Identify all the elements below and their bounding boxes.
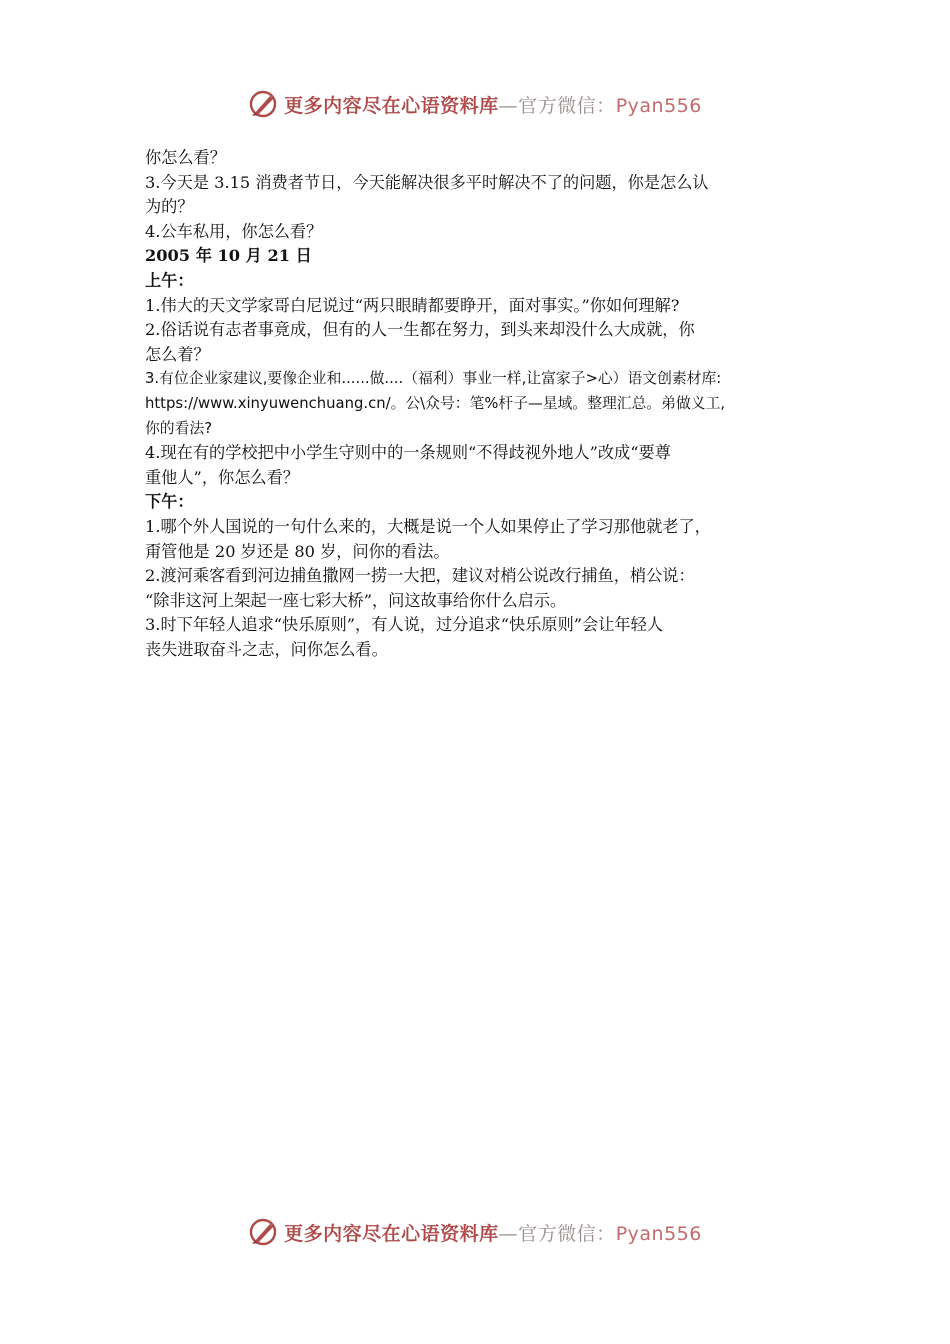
text-line: “除非这河上架起一座七彩大桥”，问这故事给你什么启示。: [145, 590, 567, 610]
text-line: 你的看法?: [145, 419, 213, 437]
text-line: 怎么着？: [145, 344, 210, 364]
banner-text: [284, 1219, 702, 1246]
banner-wechat-id: Pyan556: [615, 94, 702, 117]
banner-text: [284, 91, 702, 118]
text-line: 4.现在有的学校把中小学生守则中的一条规则“不得歧视外地人”改成“要尊: [145, 443, 671, 463]
text-line: 2.俗话说有志者事竟成，但有的人一生都在努力，到头来却没什么大成就，你: [145, 320, 695, 340]
date-heading: 2005 年 10 月 21 日: [145, 246, 312, 266]
text-line: 4.公车私用，你怎么看？: [145, 221, 323, 241]
text-line: 3.今天是 3.15 消费者节日，今天能解决很多平时解决不了的问题，你是怎么认: [145, 172, 709, 192]
text-line: 丧失进取奋斗之志，问你怎么看。: [145, 639, 388, 659]
text-line: 2.渡河乘客看到河边捕鱼撒网一捞一大把，建议对梢公说改行捕鱼，梢公说：: [145, 566, 695, 586]
pen-logo-icon: [248, 89, 278, 119]
section-heading-morning: 上午：: [145, 270, 194, 290]
banner-wechat-label: —官方微信：: [498, 94, 616, 117]
banner-wechat-id: Pyan556: [615, 1222, 702, 1245]
banner-wechat-label: —官方微信：: [498, 1222, 616, 1245]
banner-site-name: 更多内容尽在心语资料库: [284, 94, 499, 117]
text-line: 重他人”，你怎么看？: [145, 467, 299, 487]
header-banner: [0, 84, 950, 124]
text-line: https://www.xinyuwenchuang.cn/。公\众号：笔%杆子—星域。整理汇总。弟做义工,: [145, 394, 726, 412]
text-line: 甭管他是 20 岁还是 80 岁，问你的看法。: [145, 541, 450, 561]
text-line: 3.有位企业家建议,要像企业和......做....（福利）事业一样,让富家子>心）语文创素材库:: [145, 370, 722, 388]
footer-banner: [0, 1212, 950, 1252]
text-line: 1.伟大的天文学家哥白尼说过“两只眼睛都要睁开，面对事实。”你如何理解?: [145, 295, 680, 315]
text-line: 1.哪个外人国说的一句什么来的，大概是说一个人如果停止了学习那他就老了，: [145, 516, 711, 536]
banner-site-name: 更多内容尽在心语资料库: [284, 1222, 499, 1245]
document-body: [145, 146, 820, 662]
text-line: 为的？: [145, 197, 194, 217]
text-line: 你怎么看？: [145, 148, 226, 167]
section-heading-afternoon: 下午：: [145, 492, 194, 512]
pen-logo-icon: [248, 1217, 278, 1247]
text-line: 3.时下年轻人追求“快乐原则”，有人说，过分追求“快乐原则”会让年轻人: [145, 615, 663, 635]
